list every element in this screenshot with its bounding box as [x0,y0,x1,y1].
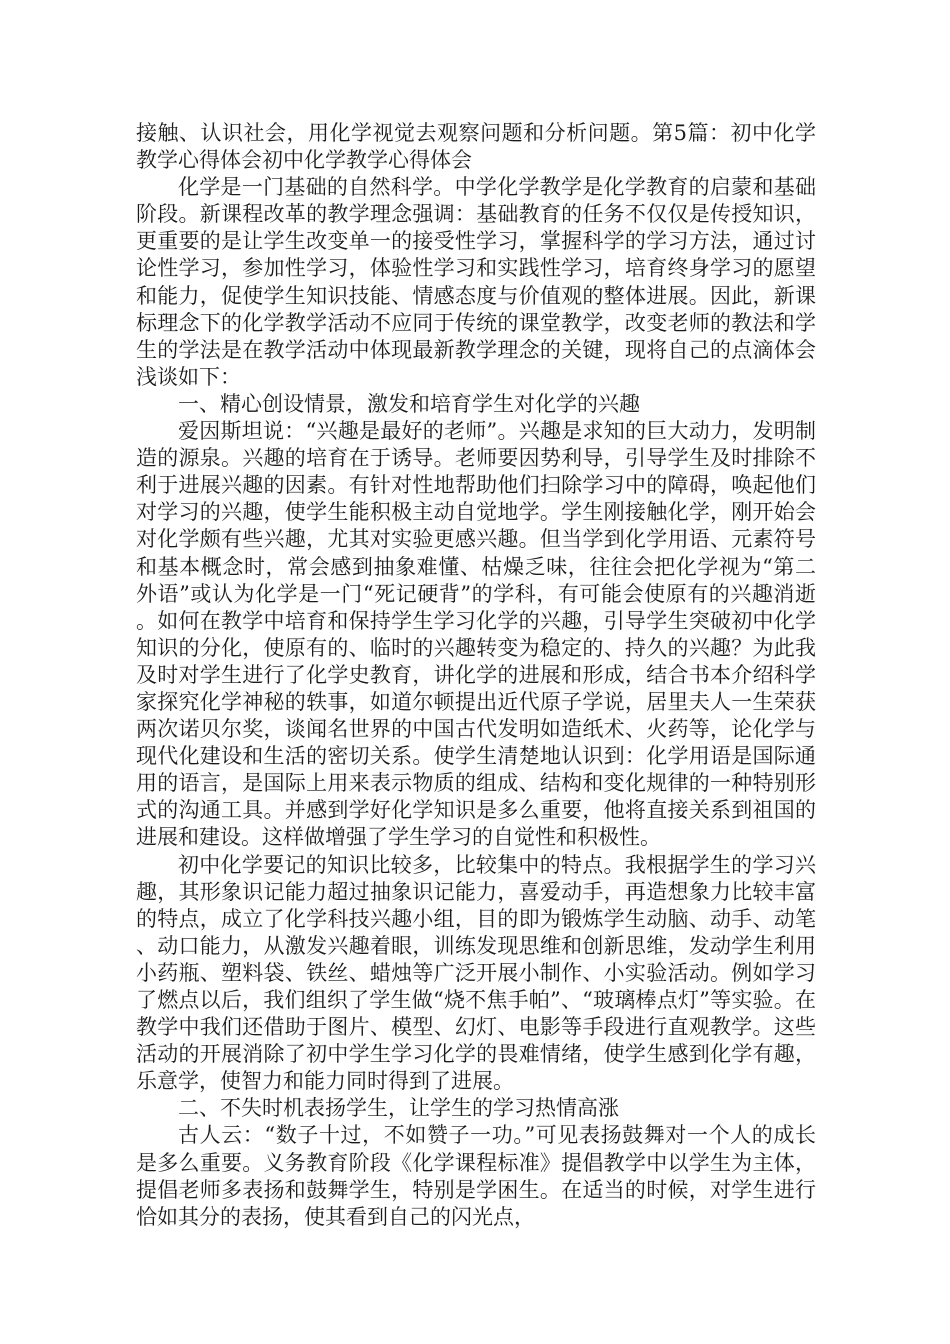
document-body [136,120,816,1231]
section-heading-1: 一、精心创设情景，激发和培育学生对化学的兴趣 [178,391,640,416]
paragraph-intro: 化学是一门基础的自然科学。中学化学教学是化学教育的启蒙和基础阶段。新课程改革的教学理念强调：基础教育的任务不仅仅是传授知识，更重要的是让学生改变单一的接受性学习，掌握科学的学习方法，通过讨论性学习，参加性学习，体验性学习和实践性学习，培育终身学习的愿望和能力，促使学生知识技能、情感态度与价值观的整体进展。因此，新课标理念下的化学教学活动不应同于传统的课堂教学，改变老师的教法和学生的学法是在教学活动中体现最新教学理念的关键，现将自己的点滴体会浅谈如下： [136,175,816,389]
paragraph-praise: 古人云：“数子十过，不如赞子一功。”可见表扬鼓舞对一个人的成长是多么重要。义务教育阶段《化学课程标准》提倡教学中以学生为主体，提倡老师多表扬和鼓舞学生，特别是学困生。在适当的时候，对学生进行恰如其分的表扬，使其看到自己的闪光点， [136,1123,816,1229]
paragraph-activities: 初中化学要记的知识比较多，比较集中的特点。我根据学生的学习兴趣，其形象识记能力超过抽象识记能力，喜爱动手，再造想象力比较丰富的特点，成立了化学科技兴趣小组，目的即为锻炼学生动脑、动手、动笔、动口能力，从激发兴趣着眼，训练发现思维和创新思维，发动学生利用小药瓶、塑料袋、铁丝、蜡烛等广泛开展小制作、小实验活动。例如学习了燃点以后，我们组织了学生做“烧不焦手帕”、“玻璃棒点灯”等实验。在教学中我们还借助于图片、模型、幻灯、电影等手段进行直观教学。这些活动的开展消除了初中学生学习化学的畏难情绪，使学生感到化学有趣，乐意学，使智力和能力同时得到了进展。 [136,852,816,1094]
paragraph-continuation: 接触、认识社会，用化学视觉去观察问题和分析问题。第5篇：初中化学教学心得体会初中化学教学心得体会 [136,121,816,173]
paragraph-interest: 爱因斯坦说：“兴趣是最好的老师”。兴趣是求知的巨大动力，发明制造的源泉。兴趣的培育在于诱导。老师要因势利导，引导学生及时排除不利于进展兴趣的因素。有针对性地帮助他们扫除学习中的障碍，唤起他们对学习的兴趣，使学生能积极主动自觉地学。学生刚接触化学，刚开始会对化学颇有些兴趣，尤其对实验更感兴趣。但当学到化学用语、元素符号和基本概念时，常会感到抽象难懂、枯燥乏味，往往会把化学视为“第二外语”或认为化学是一门“死记硬背”的学科，有可能会使原有的兴趣消逝。如何在教学中培育和保持学生学习化学的兴趣，引导学生突破初中化学知识的分化，使原有的、临时的兴趣转变为稳定的、持久的兴趣？为此我及时对学生进行了化学史教育，讲化学的进展和形成，结合书本介绍科学家探究化学神秘的轶事，如道尔顿提出近代原子学说，居里夫人一生荣获两次诺贝尔奖，谈闻名世界的中国古代发明如造纸术、火药等，论化学与现代化建设和生活的密切关系。使学生清楚地认识到：化学用语是国际通用的语言，是国际上用来表示物质的组成、结构和变化规律的一种特别形式的沟通工具。并感到学好化学知识是多么重要，他将直接关系到祖国的进展和建设。这样做增强了学生学习的自觉性和积极性。 [136,419,816,850]
section-heading-2: 二、不失时机表扬学生，让学生的学习热情高涨 [178,1096,619,1121]
